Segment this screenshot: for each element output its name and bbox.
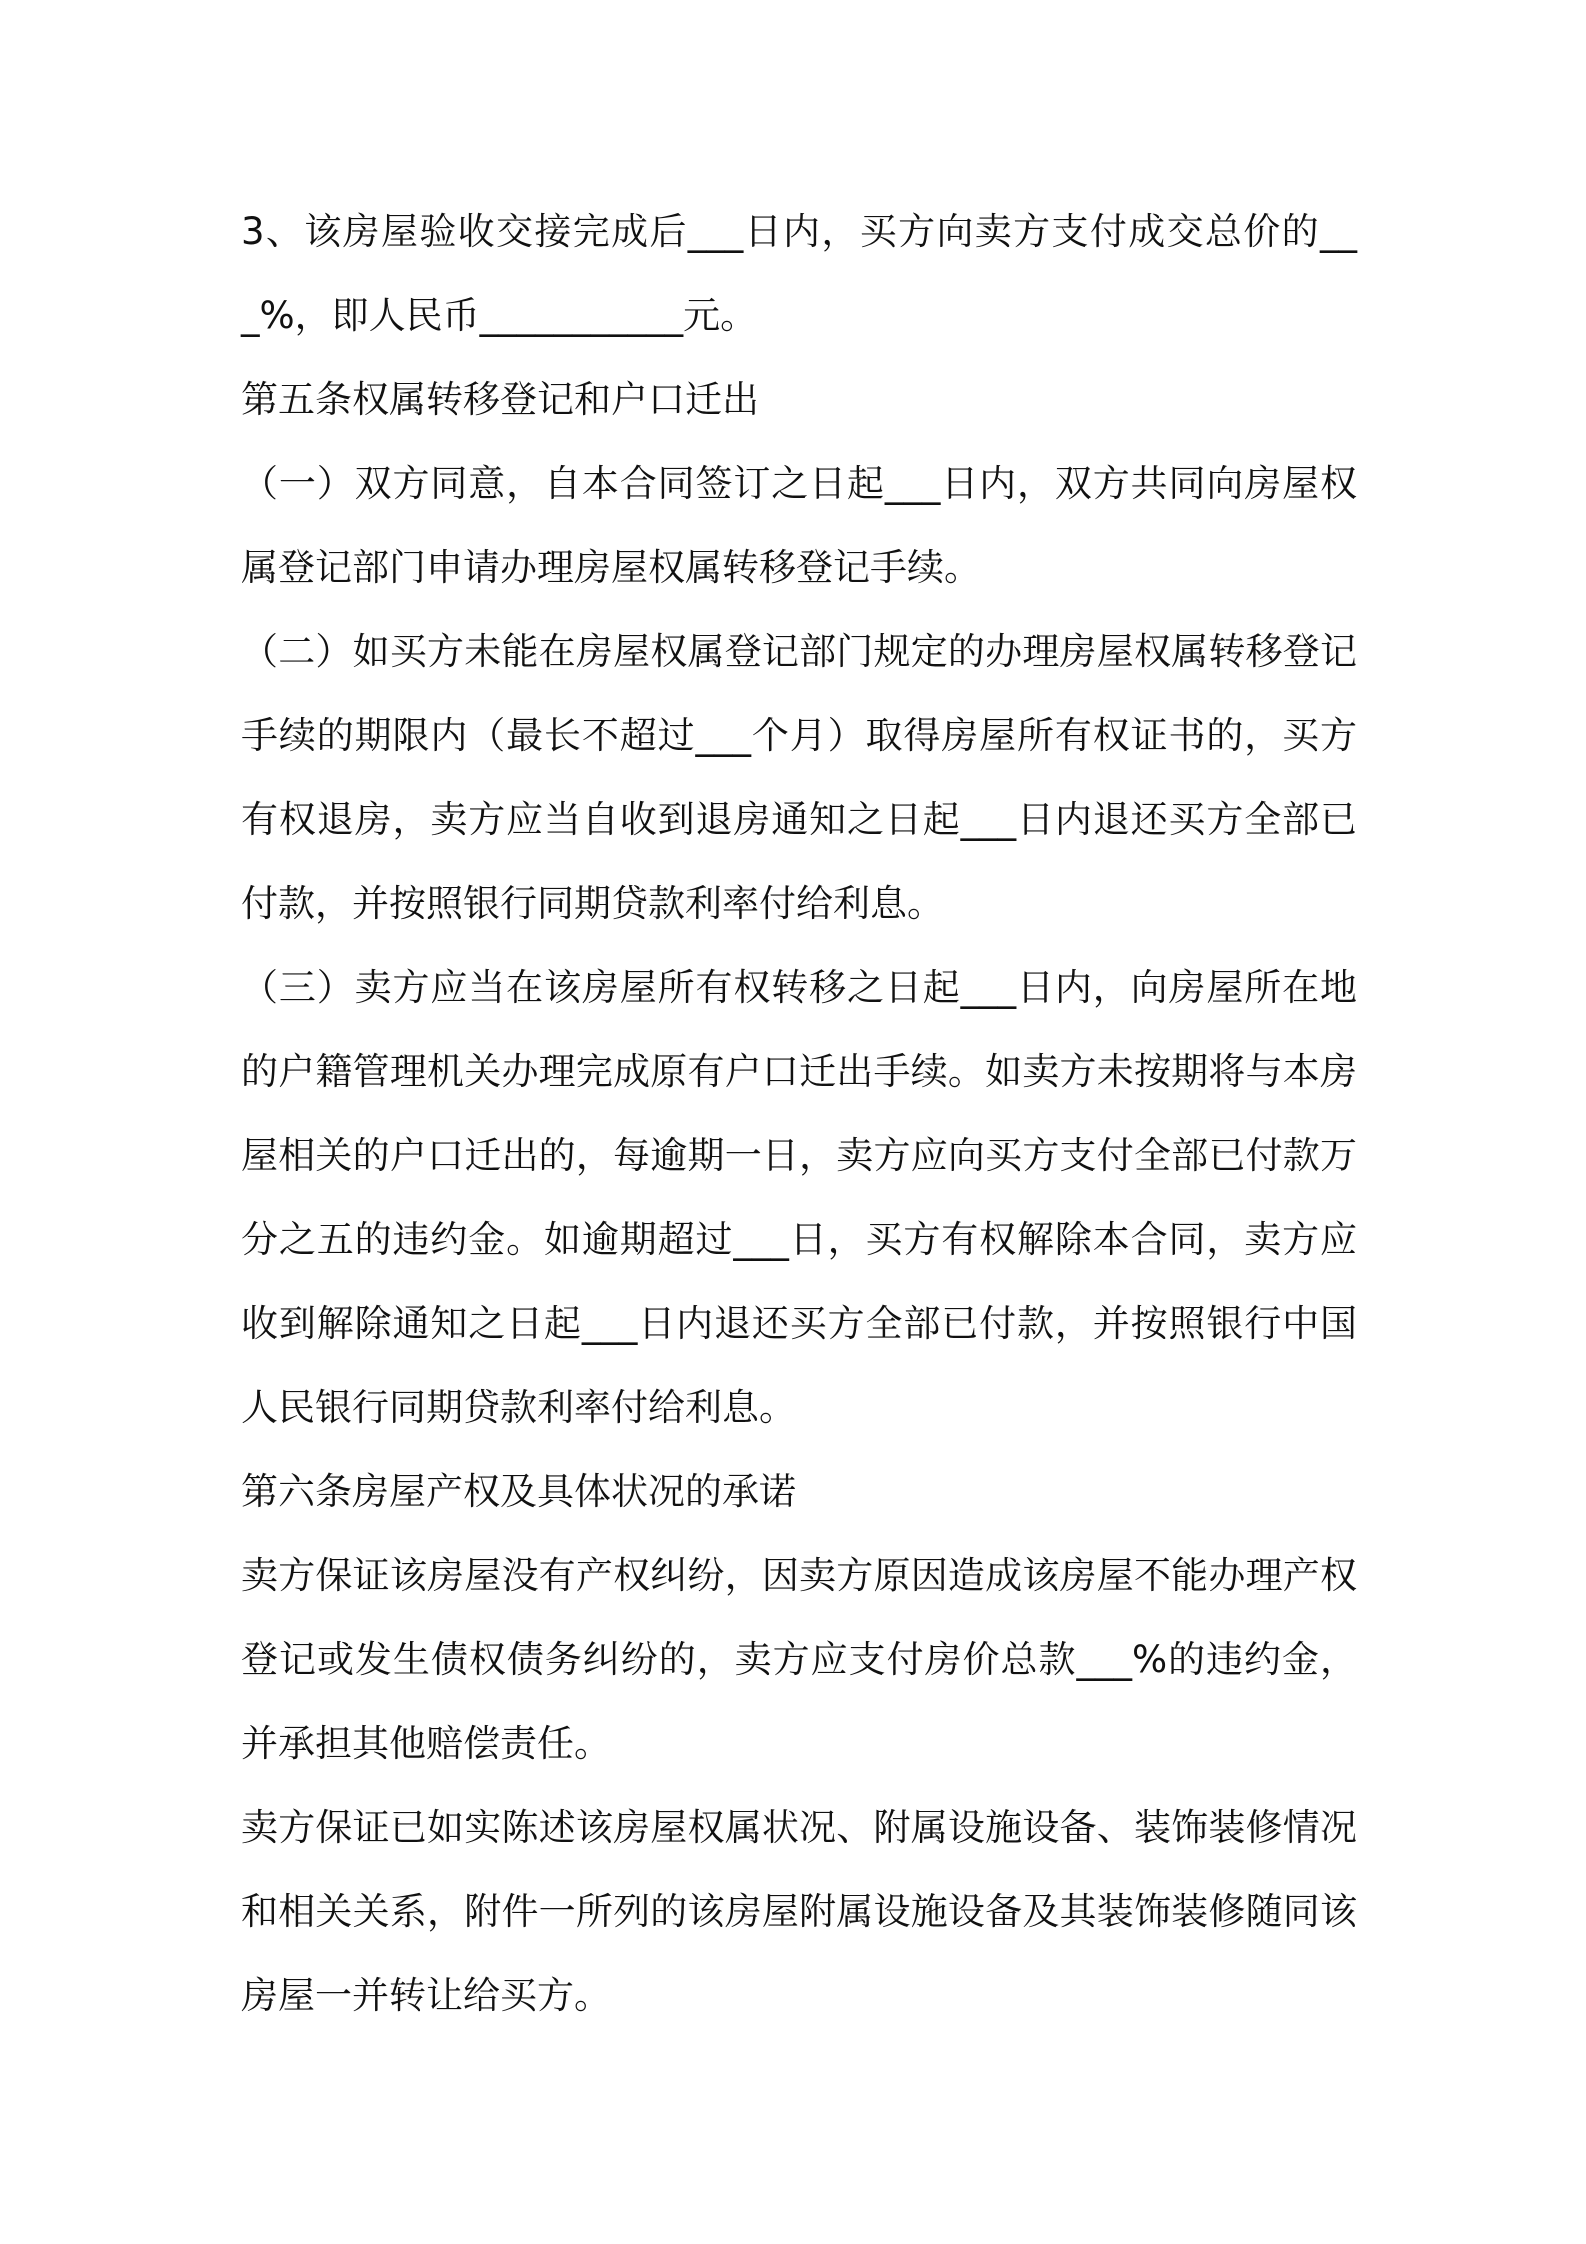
- paragraph-article-5-clause-2: （二）如买方未能在房屋权属登记部门规定的办理房屋权属转移登记手续的期限内（最长不超过___个月）取得房屋所有权证书的，买方有权退房，卖方应当自收到退房通知之日起___日内退还买方全部已付款，并按照银行同期贷款利率付给利息。: [241, 630, 1357, 925]
- paragraph-article-5-clause-1: （一）双方同意，自本合同签订之日起___日内，双方共同向房屋权属登记部门申请办理房屋权属转移登记手续。: [241, 462, 1357, 589]
- heading-article-6: 第六条房屋产权及具体状况的承诺: [241, 1470, 796, 1513]
- paragraph-article-6-clause-2: 卖方保证已如实陈述该房屋权属状况、附属设施设备、装饰装修情况和相关关系，附件一所列的该房屋附属设施设备及其装饰装修随同该房屋一并转让给买方。: [241, 1806, 1357, 2017]
- paragraph-payment-term-3: 3、该房屋验收交接完成后___日内，买方向卖方支付成交总价的___%，即人民币___________元。: [241, 210, 1357, 337]
- paragraph-article-6-clause-1: 卖方保证该房屋没有产权纠纷，因卖方原因造成该房屋不能办理产权登记或发生债权债务纠纷的，卖方应支付房价总款___%的违约金，并承担其他赔偿责任。: [241, 1554, 1357, 1765]
- heading-article-5: 第五条权属转移登记和户口迁出: [241, 378, 759, 421]
- paragraph-article-5-clause-3: （三）卖方应当在该房屋所有权转移之日起___日内，向房屋所在地的户籍管理机关办理完成原有户口迁出手续。如卖方未按期将与本房屋相关的户口迁出的，每逾期一日，卖方应向买方支付全部已付款万分之五的违约金。如逾期超过___日，买方有权解除本合同，卖方应收到解除通知之日起___日内退还买方全部已付款，并按照银行中国人民银行同期贷款利率付给利息。: [241, 966, 1357, 1429]
- document-body: [241, 190, 1357, 2038]
